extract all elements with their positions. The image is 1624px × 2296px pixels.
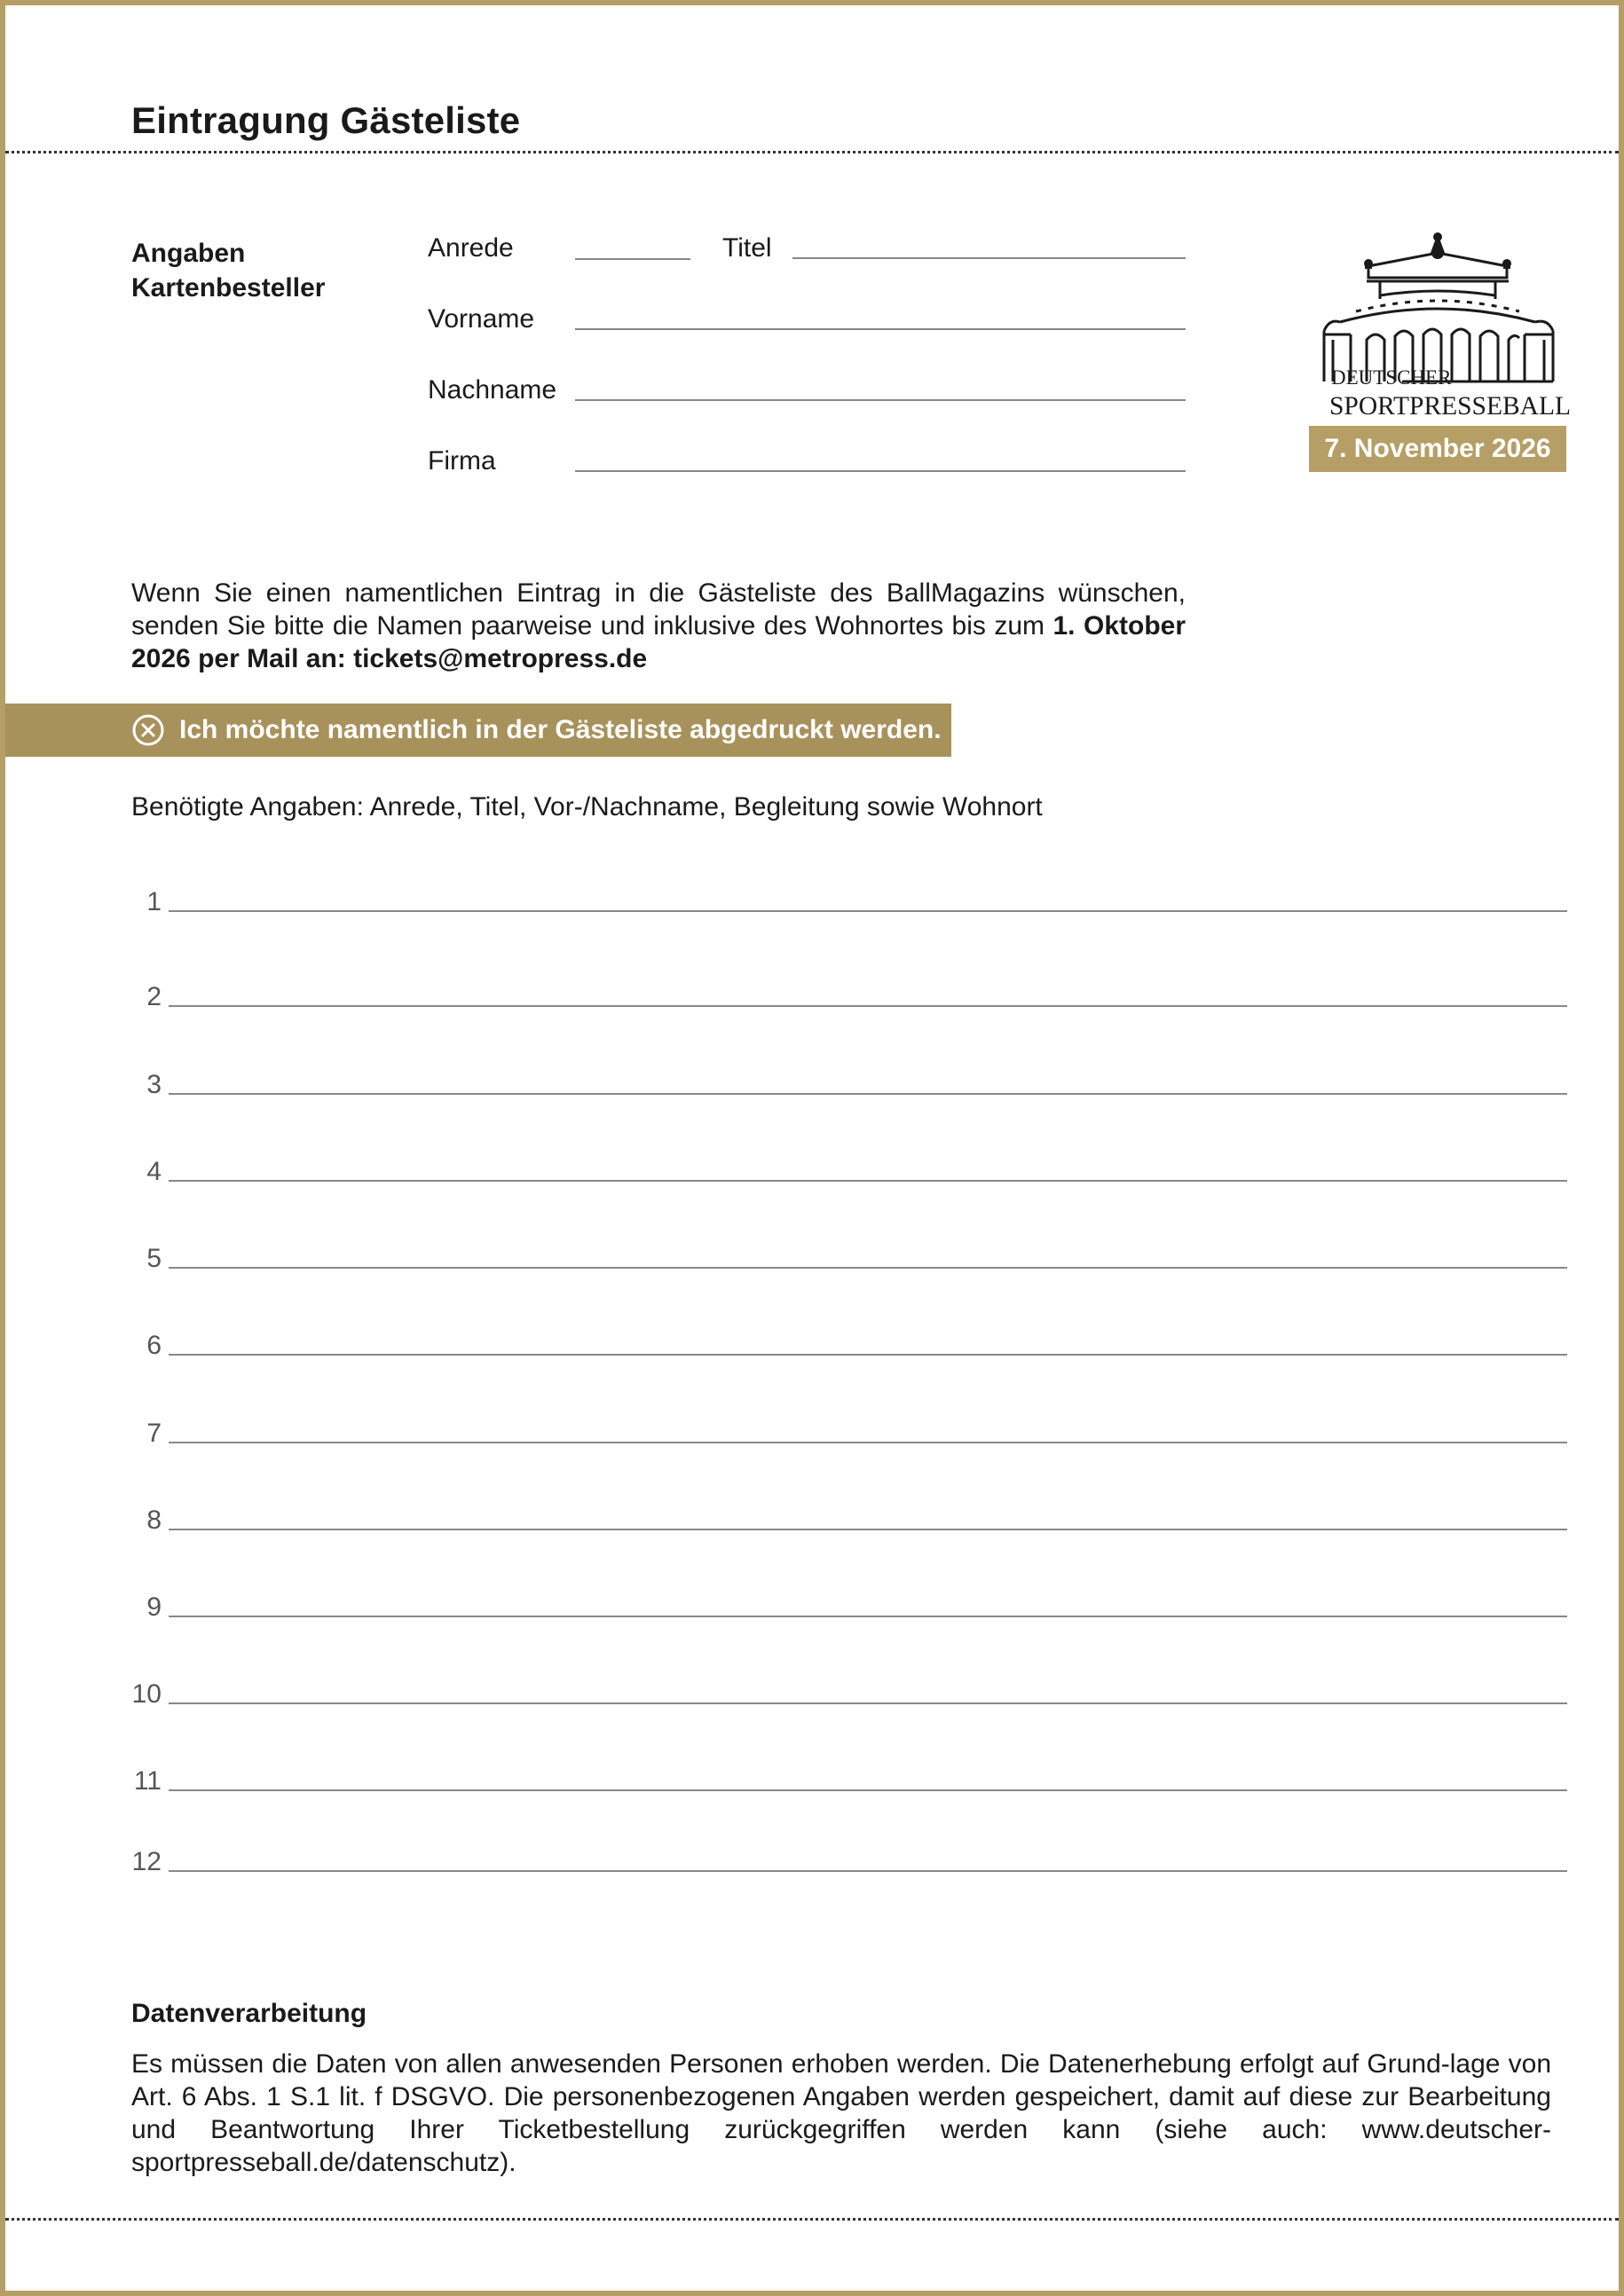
title-label: Titel — [722, 233, 772, 263]
guestlist-print-option[interactable] — [5, 704, 951, 757]
guest-row-number: 4 — [146, 1157, 162, 1186]
salutation-field[interactable] — [575, 258, 690, 260]
guest-row-number: 5 — [146, 1244, 162, 1273]
guest-row[interactable] — [124, 859, 1567, 916]
orderer-section-label: Angaben Kartenbesteller — [131, 239, 326, 303]
guest-row-line[interactable] — [169, 1354, 1567, 1356]
intro-paragraph: Wenn Sie einen namentlichen Eintrag in die Gästeliste des BallMagazins wünschen, senden Sie bitte die Namen paarweise und inklusive des Wohnortes bis zum 1. Oktober 2026 per Mail an: tickets@metropress.de — [131, 578, 1186, 673]
data-processing-text: Es müssen die Daten von allen anwesenden Personen erhoben werden. Die Datenerhebung erfolgt auf Grund-lage von Art. 6 Abs. 1 S.1 lit. f DSGVO. Die personenbezogenen Angaben werden gespeichert, damit auf diese zur Bearbeitung und Beantwortung Ihrer Ticketbestellung zurückgegriffen werden kann (siehe auch: www.deutscher-sportpresseball.de/datenschutz). — [131, 2049, 1551, 2177]
guestlist-print-option-label: Ich möchte namentlich in der Gästeliste abgedruckt werden. — [179, 715, 942, 744]
guest-row-number: 10 — [131, 1679, 162, 1709]
first-name-label: Vorname — [428, 304, 535, 334]
company-field[interactable] — [575, 470, 1186, 472]
guest-row-number: 2 — [146, 982, 162, 1011]
guest-row-number: 8 — [146, 1506, 162, 1535]
guest-row[interactable] — [124, 1738, 1567, 1796]
guest-row-line[interactable] — [169, 1529, 1567, 1530]
guest-row-number: 12 — [131, 1847, 162, 1876]
guest-row-number: 9 — [146, 1592, 162, 1622]
guest-row-line[interactable] — [169, 1702, 1567, 1704]
circle-x-icon[interactable] — [131, 713, 165, 747]
guest-row-line[interactable] — [169, 910, 1567, 912]
event-date-badge: 7. November 2026 — [1309, 426, 1566, 472]
guest-row-line[interactable] — [169, 1442, 1567, 1443]
guest-row[interactable] — [124, 1819, 1567, 1876]
guest-row-line[interactable] — [169, 1616, 1567, 1617]
last-name-label: Nachname — [428, 375, 557, 405]
first-name-field[interactable] — [575, 328, 1186, 330]
guest-row[interactable] — [124, 1302, 1567, 1360]
opera-house-icon — [1305, 226, 1571, 421]
page-title: Eintragung Gästeliste — [131, 99, 521, 141]
guest-row-line[interactable] — [169, 1005, 1567, 1007]
deadline-email: 1. Oktober 2026 per Mail an: tickets@metropress.de — [131, 611, 1186, 673]
guest-row-number: 1 — [146, 887, 162, 916]
required-info-text: Benötigte Angaben: Anrede, Titel, Vor-/Nachname, Begleitung sowie Wohnort — [131, 792, 1043, 822]
header-divider — [5, 151, 1619, 153]
guest-row[interactable] — [124, 954, 1567, 1011]
guest-row[interactable] — [124, 1651, 1567, 1709]
guest-row[interactable] — [124, 1477, 1567, 1535]
guest-row[interactable] — [124, 1128, 1567, 1186]
guest-row[interactable] — [124, 1042, 1567, 1099]
title-field[interactable] — [792, 257, 1186, 259]
guest-row-number: 7 — [146, 1419, 162, 1448]
guest-row[interactable] — [124, 1390, 1567, 1448]
guest-row[interactable] — [124, 1215, 1567, 1273]
guest-row-line[interactable] — [169, 1267, 1567, 1269]
guest-row-number: 3 — [146, 1070, 162, 1099]
guest-row-line[interactable] — [169, 1093, 1567, 1095]
data-processing-title: Datenverarbeitung — [131, 1999, 367, 2028]
salutation-label: Anrede — [428, 233, 514, 263]
guest-row-line[interactable] — [169, 1789, 1567, 1791]
footer-divider — [5, 2218, 1619, 2221]
guest-row-line[interactable] — [169, 1870, 1567, 1872]
guest-row-line[interactable] — [169, 1180, 1567, 1182]
logo-line2: SPORTPRESSEBALL — [1329, 391, 1571, 421]
guest-row[interactable] — [124, 1564, 1567, 1622]
last-name-field[interactable] — [575, 399, 1186, 401]
guest-row-number: 6 — [146, 1331, 162, 1360]
event-logo — [1305, 226, 1571, 421]
logo-line1: DEUTSCHER — [1331, 366, 1452, 389]
company-label: Firma — [428, 446, 496, 476]
guest-row-number: 11 — [133, 1766, 162, 1796]
